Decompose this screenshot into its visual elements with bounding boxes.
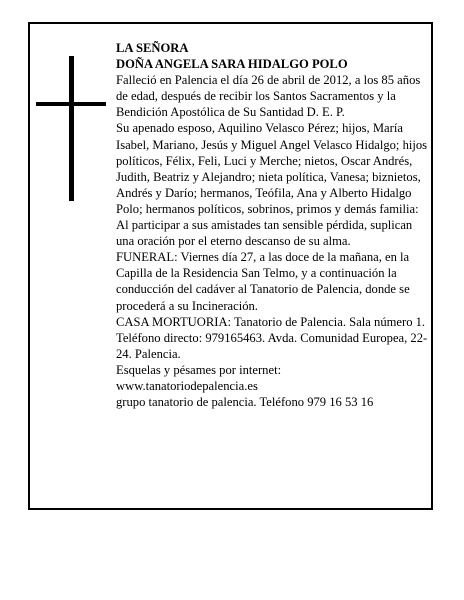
cross-icon bbox=[36, 56, 106, 201]
internet-condolences-label: Esquelas y pésames por internet: bbox=[116, 362, 282, 377]
death-announcement: Falleció en Palencia el día 26 de abril de 2012, a los 85 años de edad, después de recibir los Santos Sacramentos y la Bendición Apostólica de Su Santidad D. E. P. bbox=[116, 73, 421, 120]
deceased-name: DOÑA ANGELA SARA HIDALGO POLO bbox=[116, 57, 348, 72]
obituary-notice bbox=[28, 22, 433, 510]
contact-phone: grupo tanatorio de palencia. Teléfono 979 16 53 16 bbox=[116, 395, 374, 410]
notice-body bbox=[116, 40, 432, 410]
prayer-request: Al participar a sus amistades tan sensible pérdida, suplican una oración por el eterno descanso de su alma. bbox=[116, 218, 413, 249]
funeral-details: FUNERAL: Viernes día 27, a las doce de la mañana, en la Capilla de la Residencia San Telmo, y a continuación la conducción del cadáver al Tanatorio de Palencia, donde se procederá a su Incineración. bbox=[116, 250, 410, 313]
website-link[interactable]: www.tanatoriodepalencia.es bbox=[116, 378, 258, 393]
cross-horizontal-bar bbox=[36, 102, 106, 106]
cross-vertical-bar bbox=[69, 56, 74, 201]
family-list: Su apenado esposo, Aquilino Velasco Pérez; hijos, María Isabel, Mariano, Jesús y Miguel Angel Velasco Hidalgo; hijos políticos, Félix, Feli, Luci y Merche; nietos, Oscar Andrés, Judith, Beatriz y Alejandro; nieta política, Vanesa; biznietos, Andrés y Darío; hermanos, Teófila, Ana y Alberto Hidalgo Polo; hermanos políticos, sobrinos, primos y demás familia: bbox=[116, 121, 428, 216]
mortuary-details: CASA MORTUORIA: Tanatorio de Palencia. Sala número 1. Teléfono directo: 979165463. Avda. Comunidad Europea, 22-24. Palencia. bbox=[116, 314, 428, 361]
notice-title: LA SEÑORA bbox=[116, 41, 189, 55]
